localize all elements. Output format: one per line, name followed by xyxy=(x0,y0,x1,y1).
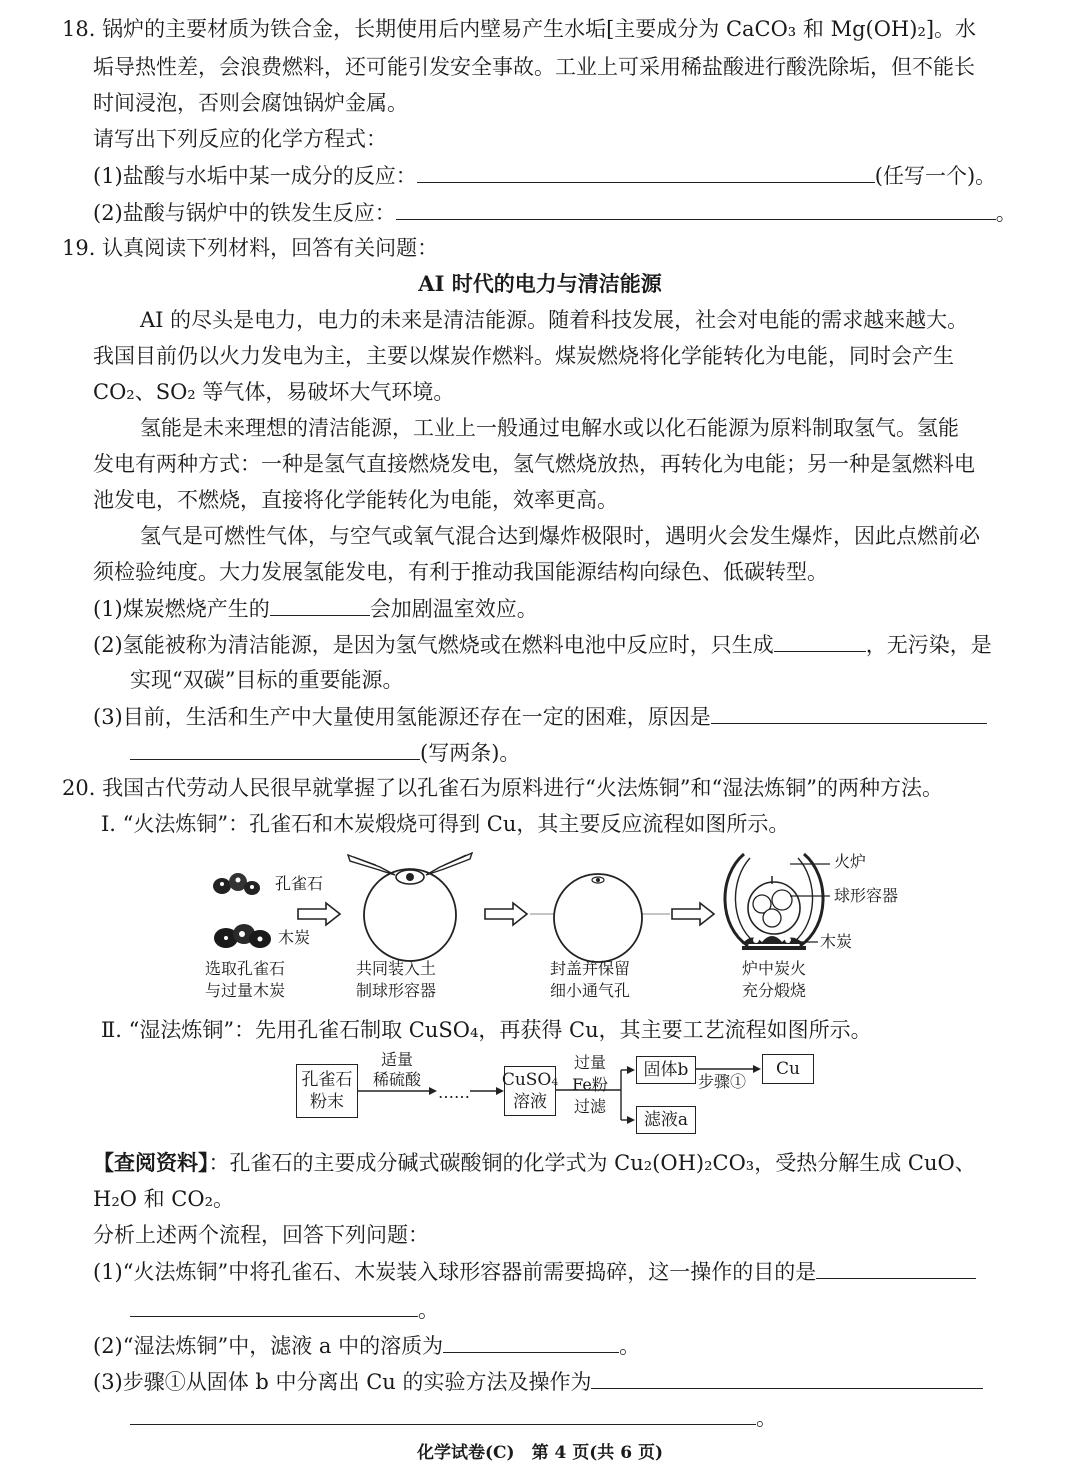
fig1-caption-3 xyxy=(550,958,630,1002)
q19-part1 xyxy=(93,593,538,624)
page-footer: 化学试卷(C) 第 4 页(共 6 页) xyxy=(416,1443,664,1463)
flow-arrow-2-icon xyxy=(483,902,529,926)
flow-arrow-3-icon xyxy=(670,902,716,926)
q19-part2-answer-blank[interactable] xyxy=(774,629,866,652)
q18-part1-text: (1)盐酸与水垢中某一成分的反应： xyxy=(93,164,417,188)
cuso4-solution-line2: 溶液 xyxy=(513,1092,547,1112)
q20-part2-answer-blank[interactable] xyxy=(443,1330,619,1353)
q20-info-line2: H₂O 和 CO₂。 xyxy=(93,1187,235,1211)
wet-flow-branch-arrows xyxy=(555,1062,635,1126)
fe-filter-line1: 过量 xyxy=(573,1053,606,1072)
wet-flow-arrow-2-icon xyxy=(470,1086,504,1096)
filtrate-a-box: 滤液a xyxy=(636,1106,696,1134)
furnace-charcoal-label: 木炭 xyxy=(820,932,853,951)
q20-part2-end: 。 xyxy=(619,1334,641,1358)
q18-part1-answer-blank[interactable] xyxy=(417,160,875,183)
q18-part2-text: (2)盐酸与锅炉中的铁发生反应： xyxy=(93,201,396,225)
reagent-label-line1: 适量 xyxy=(380,1050,413,1069)
q19-part3-text: (3)目前，生活和生产中大量使用氢能源还存在一定的困难，原因是 xyxy=(93,705,711,729)
fig1-caption-1-line1: 选取孔雀石 xyxy=(205,959,286,978)
fig1-caption-2 xyxy=(356,958,436,1002)
q20-part3-end: 。 xyxy=(756,1406,777,1430)
step1-label: 步骤① xyxy=(698,1072,747,1091)
furnace-label: 火炉 xyxy=(834,852,867,871)
q19-part3-tail: (写两条)。 xyxy=(420,741,521,765)
q20-part1-text: (1)“火法炼铜”中将孔雀石、木炭装入球形容器前需要捣碎，这一操作的目的是 xyxy=(93,1260,817,1284)
malachite-powder-box xyxy=(296,1064,358,1118)
q20-part2-text: (2)“湿法炼铜”中，滤液 a 中的溶质为 xyxy=(93,1334,444,1358)
flow-arrow-1-icon xyxy=(296,902,342,926)
charcoal-label: 木炭 xyxy=(278,928,311,947)
q19-part2-text-a: (2)氢能被称为清洁能源，是因为氢气燃烧或在燃料电池中反应时，只生成 xyxy=(93,633,774,657)
q20-part2 xyxy=(93,1330,640,1361)
fig1-caption-1 xyxy=(205,958,285,1002)
fig1-caption-2-line2: 制球形容器 xyxy=(356,981,437,1000)
fig1-caption-4-line1: 炉中炭火 xyxy=(742,959,807,978)
q20-info-line1 xyxy=(93,1148,976,1178)
q18-line4: 请写出下列反应的化学方程式： xyxy=(93,127,387,151)
q19-para2-line1: 氢能是未来理想的清洁能源，工业上一般通过电解水或以化石能源为原料制取氢气。氢能 xyxy=(140,416,959,440)
ellipsis-text: …… xyxy=(438,1083,470,1102)
q20-section2: Ⅱ. “湿法炼铜”：先用孔雀石制取 CuSO₄，再获得 Cu，其主要工艺流程如图所示。 xyxy=(101,1018,872,1042)
q20-section1: Ⅰ. “火法炼铜”：孔雀石和木炭煅烧可得到 Cu，其主要反应流程如图所示。 xyxy=(101,812,790,836)
q20-line1: 20. 我国古代劳动人民很早就掌握了以孔雀石为原料进行“火法炼铜”和“湿法炼铜”的两种方法。 xyxy=(62,776,944,800)
sphere-vessel-label: 球形容器 xyxy=(834,886,899,905)
q20-part3-line2 xyxy=(130,1402,777,1433)
malachite-lumps-icon xyxy=(210,868,270,904)
fig1-caption-3-line1: 封盖并保留 xyxy=(550,959,631,978)
q20-part3 xyxy=(93,1366,983,1397)
q20-part1-line2 xyxy=(130,1294,439,1325)
q18-line1: 18. 锅炉的主要材质为铁合金，长期使用后内壁易产生水垢[主要成分为 CaCO₃ 和 Mg(OH)₂]。水 xyxy=(62,17,977,41)
q18-part1 xyxy=(93,160,996,191)
malachite-powder-line2: 粉末 xyxy=(310,1092,344,1112)
fig1-caption-1-line2: 与过量木炭 xyxy=(205,981,286,1000)
cu-product-box: Cu xyxy=(762,1054,814,1084)
malachite-label: 孔雀石 xyxy=(275,874,324,893)
cuso4-solution-line1: CuSO₄ xyxy=(501,1070,559,1090)
fig1-caption-3-line2: 细小通气孔 xyxy=(550,981,631,1000)
q18-part1-tail: (任写一个)。 xyxy=(874,164,997,188)
q19-part2-text-b: ，无污染，是 xyxy=(865,633,992,657)
q19-part1-text-b: 会加剧温室效应。 xyxy=(369,597,538,621)
q19-para3-line2: 须检验纯度。大力发展氢能发电，有利于推动我国能源结构向绿色、低碳转型。 xyxy=(93,560,828,584)
q20-analyze: 分析上述两个流程，回答下列问题： xyxy=(93,1223,429,1247)
q19-part1-text-a: (1)煤炭燃烧产生的 xyxy=(93,597,270,621)
fig1-caption-4-line2: 充分煅烧 xyxy=(742,981,807,1000)
wet-flow-arrow-1-icon xyxy=(357,1086,437,1096)
q19-part2-line2: 实现“双碳”目标的重要能源。 xyxy=(130,668,404,692)
fig1-caption-4 xyxy=(742,958,806,1002)
q19-part3-answer-blank-1[interactable] xyxy=(711,701,987,724)
q19-part3-line2 xyxy=(130,737,520,768)
reagent-label xyxy=(362,1050,432,1090)
fe-filter-line3: 过滤 xyxy=(573,1097,606,1116)
fe-filter-line2: Fe粉 xyxy=(572,1075,608,1094)
clay-sphere-open-icon xyxy=(340,845,480,965)
q19-part3 xyxy=(93,701,987,732)
q19-line1: 19. 认真阅读下列材料，回答有关问题： xyxy=(62,236,439,260)
solid-b-box: 固体b xyxy=(636,1056,696,1084)
q19-para1-line1: AI 的尽头是电力，电力的未来是清洁能源。随着科技发展，社会对电能的需求越来越大。 xyxy=(140,308,969,332)
q19-part3-answer-blank-2[interactable] xyxy=(130,737,420,760)
q18-line2: 垢导热性差，会浪费燃料，还可能引发安全事故。工业上可采用稀盐酸进行酸洗除垢，但不能长 xyxy=(93,55,975,79)
q20-part3-answer-blank-1[interactable] xyxy=(591,1366,983,1389)
q20-part3-text: (3)步骤①从固体 b 中分离出 Cu 的实验方法及操作为 xyxy=(93,1370,592,1394)
q19-para2-line3: 池发电，不燃烧，直接将化学能转化为电能，效率更高。 xyxy=(93,488,618,512)
malachite-powder-line1: 孔雀石 xyxy=(301,1070,353,1090)
q18-part2-answer-blank[interactable] xyxy=(396,197,996,220)
q20-part1-answer-blank-2[interactable] xyxy=(130,1294,418,1317)
reference-text: ：孔雀石的主要成分碱式碳酸铜的化学式为 Cu₂(OH)₂CO₃，受热分解生成 CuO、 xyxy=(208,1151,976,1175)
q19-para3-line1: 氢气是可燃性气体，与空气或氧气混合达到爆炸极限时，遇明火会发生爆炸，因此点燃前必 xyxy=(140,524,980,548)
clay-sphere-sealed-icon xyxy=(548,868,648,968)
charcoal-lumps-icon xyxy=(212,920,274,952)
q20-part1 xyxy=(93,1256,976,1287)
cuso4-solution-box xyxy=(501,1066,559,1116)
reference-tag: 【查阅资料】 xyxy=(93,1150,209,1175)
q19-para2-line2: 发电有两种方式：一种是氢气直接燃烧发电，氢气燃烧放热，再转化为电能；另一种是氢燃料电 xyxy=(93,452,975,476)
reagent-label-line2: 稀硫酸 xyxy=(372,1070,421,1089)
q19-part1-answer-blank[interactable] xyxy=(270,593,370,616)
q19-part2 xyxy=(93,629,992,660)
q19-article-title: AI 时代的电力与清洁能源 xyxy=(418,271,662,296)
q19-para1-line2: 我国目前仍以火力发电为主，主要以煤炭作燃料。煤炭燃烧将化学能转化为电能，同时会产生 xyxy=(93,344,954,368)
q18-line3: 时间浸泡，否则会腐蚀锅炉金属。 xyxy=(93,91,408,115)
q20-part3-answer-blank-2[interactable] xyxy=(130,1402,756,1425)
q20-part1-answer-blank-1[interactable] xyxy=(816,1256,976,1279)
q19-para1-line3: CO₂、SO₂ 等气体，易破坏大气环境。 xyxy=(93,380,455,404)
q18-part2 xyxy=(93,197,1017,228)
q20-part1-end: 。 xyxy=(418,1298,439,1322)
fig1-caption-2-line1: 共同装入土 xyxy=(356,959,437,978)
q18-part2-tail: 。 xyxy=(995,201,1017,225)
